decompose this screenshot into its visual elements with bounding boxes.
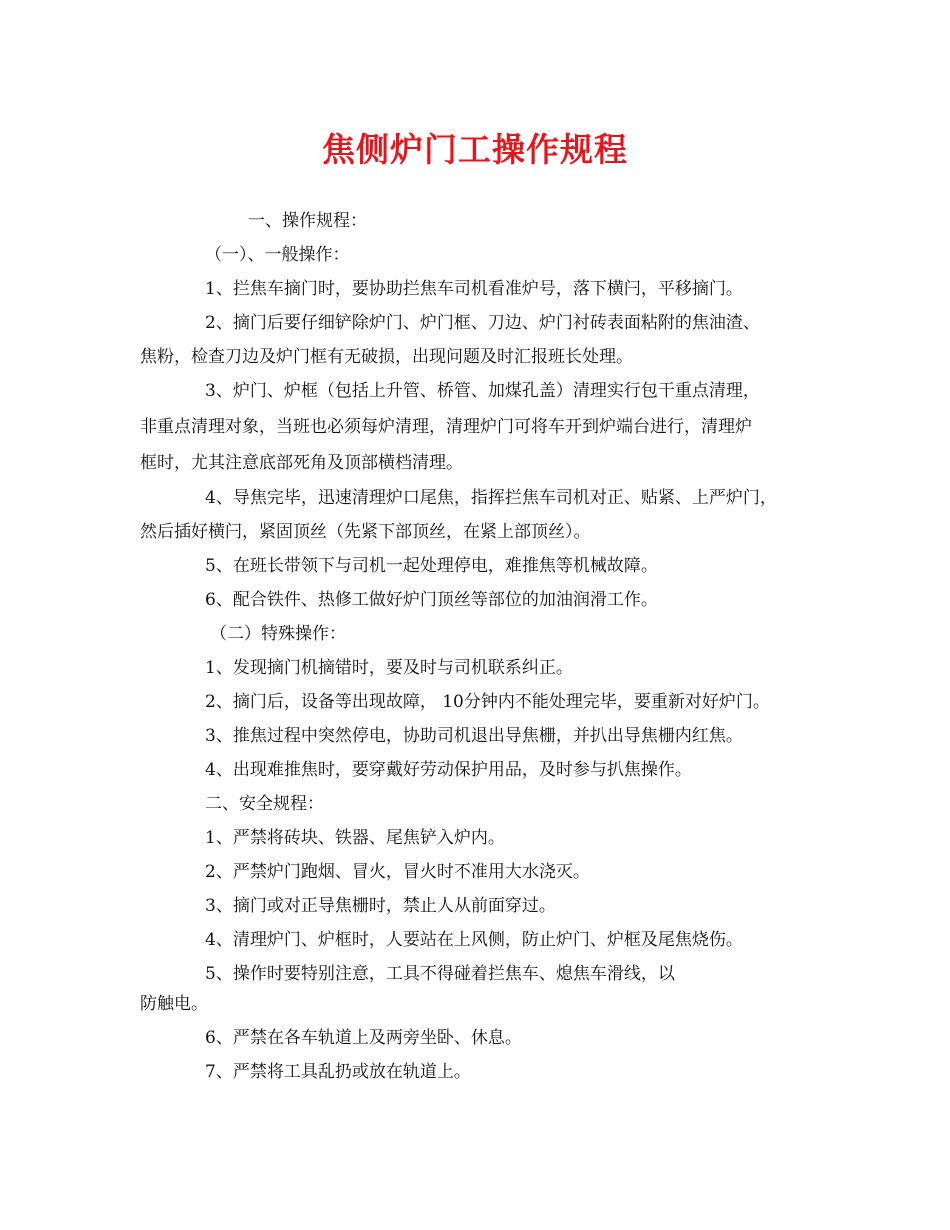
- paragraph-line: 然后插好横闩，紧固顶丝（先紧下部顶丝，在紧上部顶丝）。: [140, 522, 591, 542]
- paragraph-line: 4、清理炉门、炉框时，人要站在上风侧，防止炉门、炉框及尾焦烧伤。: [205, 930, 743, 950]
- paragraph-line: 6、配合铁件、热修工做好炉门顶丝等部位的加油润滑工作。: [205, 590, 658, 610]
- subsection-heading: （一）、一般操作：: [205, 245, 350, 265]
- section-heading: 一、操作规程：: [248, 211, 367, 231]
- paragraph-line: 5、在班长带领下与司机一起处理停电，难推焦等机械故障。: [205, 556, 658, 576]
- paragraph-line: 2、摘门后要仔细铲除炉门、炉门框、刀边、炉门衬砖表面粘附的焦油渣、: [205, 313, 760, 333]
- paragraph-line: 3、炉门、炉框（包括上升管、桥管、加煤孔盖）清理实行包干重点清理，: [205, 381, 760, 401]
- paragraph-line: 2、摘门后，设备等出现故障， 10分钟内不能处理完毕，要重新对好炉门。: [205, 692, 770, 712]
- paragraph-line: 3、推焦过程中突然停电，协助司机退出导焦栅，并扒出导焦栅内红焦。: [205, 726, 743, 746]
- paragraph-line: 2、严禁炉门跑烟、冒火，冒火时不准用大水浇灭。: [205, 862, 590, 882]
- document-title: 焦侧炉门工操作规程: [322, 130, 628, 169]
- paragraph-line: 4、出现难推焦时，要穿戴好劳动保护用品，及时参与扒焦操作。: [205, 760, 692, 780]
- subsection-heading: （二）特殊操作：: [210, 624, 346, 644]
- paragraph-line: 5、操作时要特别注意，工具不得碰着拦焦车、熄焦车滑线，以: [205, 964, 675, 984]
- paragraph-line: 框时，尤其注意底部死角及顶部横档清理。: [140, 453, 463, 473]
- paragraph-line: 1、发现摘门机摘错时，要及时与司机联系纠正。: [205, 658, 573, 678]
- paragraph-line: 3、摘门或对正导焦栅时，禁止人从前面穿过。: [205, 896, 556, 916]
- paragraph-line: 防触电。: [140, 994, 208, 1014]
- section-heading: 二、安全规程：: [205, 794, 324, 814]
- paragraph-line: 1、拦焦车摘门时，要协助拦焦车司机看准炉号，落下横闩，平移摘门。: [205, 279, 743, 299]
- paragraph-line: 1、严禁将砖块、铁器、尾焦铲入炉内。: [205, 828, 505, 848]
- paragraph-line: 4、导焦完毕，迅速清理炉口尾焦，指挥拦焦车司机对正、贴紧、上严炉门，: [205, 488, 777, 508]
- paragraph-line: 7、严禁将工具乱扔或放在轨道上。: [205, 1062, 471, 1082]
- paragraph-line: 焦粉，检查刀边及炉门框有无破损，出现问题及时汇报班长处理。: [140, 347, 633, 367]
- paragraph-line: 6、严禁在各车轨道上及两旁坐卧、休息。: [205, 1028, 522, 1048]
- paragraph-line: 非重点清理对象，当班也必须每炉清理，清理炉门可将车开到炉端台进行，清理炉: [140, 417, 752, 437]
